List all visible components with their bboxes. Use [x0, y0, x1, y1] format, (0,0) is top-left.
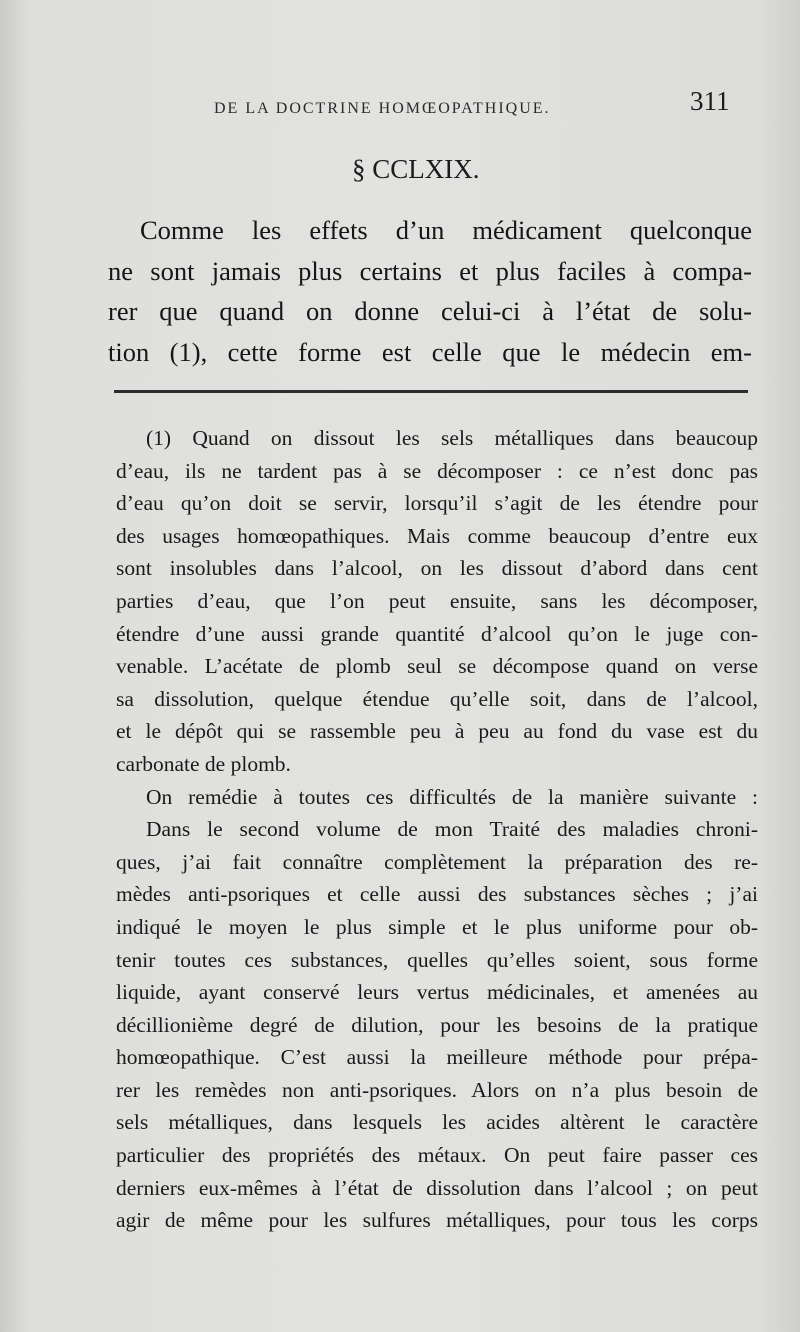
note-line: derniers eux-mêmes à l’état de dissolution dans l’alcool ; on peut	[116, 1175, 758, 1200]
note-line: indiqué le moyen le plus simple et le plus uniforme pour ob-	[116, 914, 758, 939]
footnote-divider	[114, 390, 748, 393]
note-line: (1) Quand on dissout les sels métalliques dans beaucoup	[146, 426, 758, 450]
note-line: carbonate de plomb.	[116, 751, 291, 776]
running-head: DE LA DOCTRINE HOMŒOPATHIQUE.	[214, 100, 551, 117]
note-line: des usages homœopathiques. Mais comme beaucoup d’entre eux	[116, 523, 758, 548]
note-line: particulier des propriétés des métaux. On peut faire passer ces	[116, 1143, 758, 1168]
main-line: Comme les effets d’un médicament quelconque	[140, 215, 752, 245]
note-line: rer les remèdes non anti-psoriques. Alors on n’a plus besoin de	[116, 1077, 758, 1102]
note-line: parties d’eau, que l’on peut ensuite, sans les décomposer,	[116, 588, 758, 613]
note-line: sels métalliques, dans lesquels les acides altèrent le caractère	[116, 1110, 758, 1135]
note-line: venable. L’acétate de plomb seul se décompose quand on verse	[116, 654, 758, 679]
note-line: tenir toutes ces substances, quelles qu’elles soient, sous forme	[116, 947, 758, 972]
main-line: tion (1), cette forme est celle que le médecin em-	[108, 336, 752, 367]
note-line: Dans le second volume de mon Traité des maladies chroni-	[146, 817, 758, 842]
note-line: et le dépôt qui se rassemble peu à peu au fond du vase est du	[116, 719, 758, 744]
note-line: sont insolubles dans l’alcool, on les dissout d’abord dans cent	[116, 556, 758, 581]
note-line: décillionième degré de dilution, pour les besoins de la pratique	[116, 1012, 758, 1037]
note-line: On remédie à toutes ces difficultés de la manière suivante :	[146, 784, 758, 809]
note-line: ques, j’ai fait connaître complètement la préparation des re-	[116, 849, 758, 874]
main-line: rer que quand on donne celui-ci à l’état de solu-	[108, 296, 752, 326]
main-paragraph	[108, 210, 752, 372]
note-line: liquide, ayant conservé leurs vertus médicinales, et amenées au	[116, 980, 758, 1005]
note-line: sa dissolution, quelque étendue qu’elle soit, dans de l’alcool,	[116, 686, 758, 711]
section-title: § CCLXIX.	[352, 154, 480, 184]
note-line: homœopathique. C’est aussi la meilleure méthode pour prépa-	[116, 1045, 758, 1070]
note-line: agir de même pour les sulfures métalliques, pour tous les corps	[116, 1208, 758, 1233]
note-line: d’eau qu’on doit se servir, lorsqu’il s’agit de les étendre pour	[116, 491, 758, 516]
main-line: ne sont jamais plus certains et plus faciles à compa-	[108, 255, 752, 286]
note-line: étendre d’une aussi grande quantité d’alcool qu’on le juge con-	[116, 621, 758, 646]
note-line: d’eau, ils ne tardent pas à se décomposer : ce n’est donc pas	[116, 458, 758, 483]
page-number: 311	[690, 86, 730, 116]
footnote	[116, 422, 758, 1237]
note-line: mèdes anti-psoriques et celle aussi des substances sèches ; j’ai	[116, 882, 758, 907]
